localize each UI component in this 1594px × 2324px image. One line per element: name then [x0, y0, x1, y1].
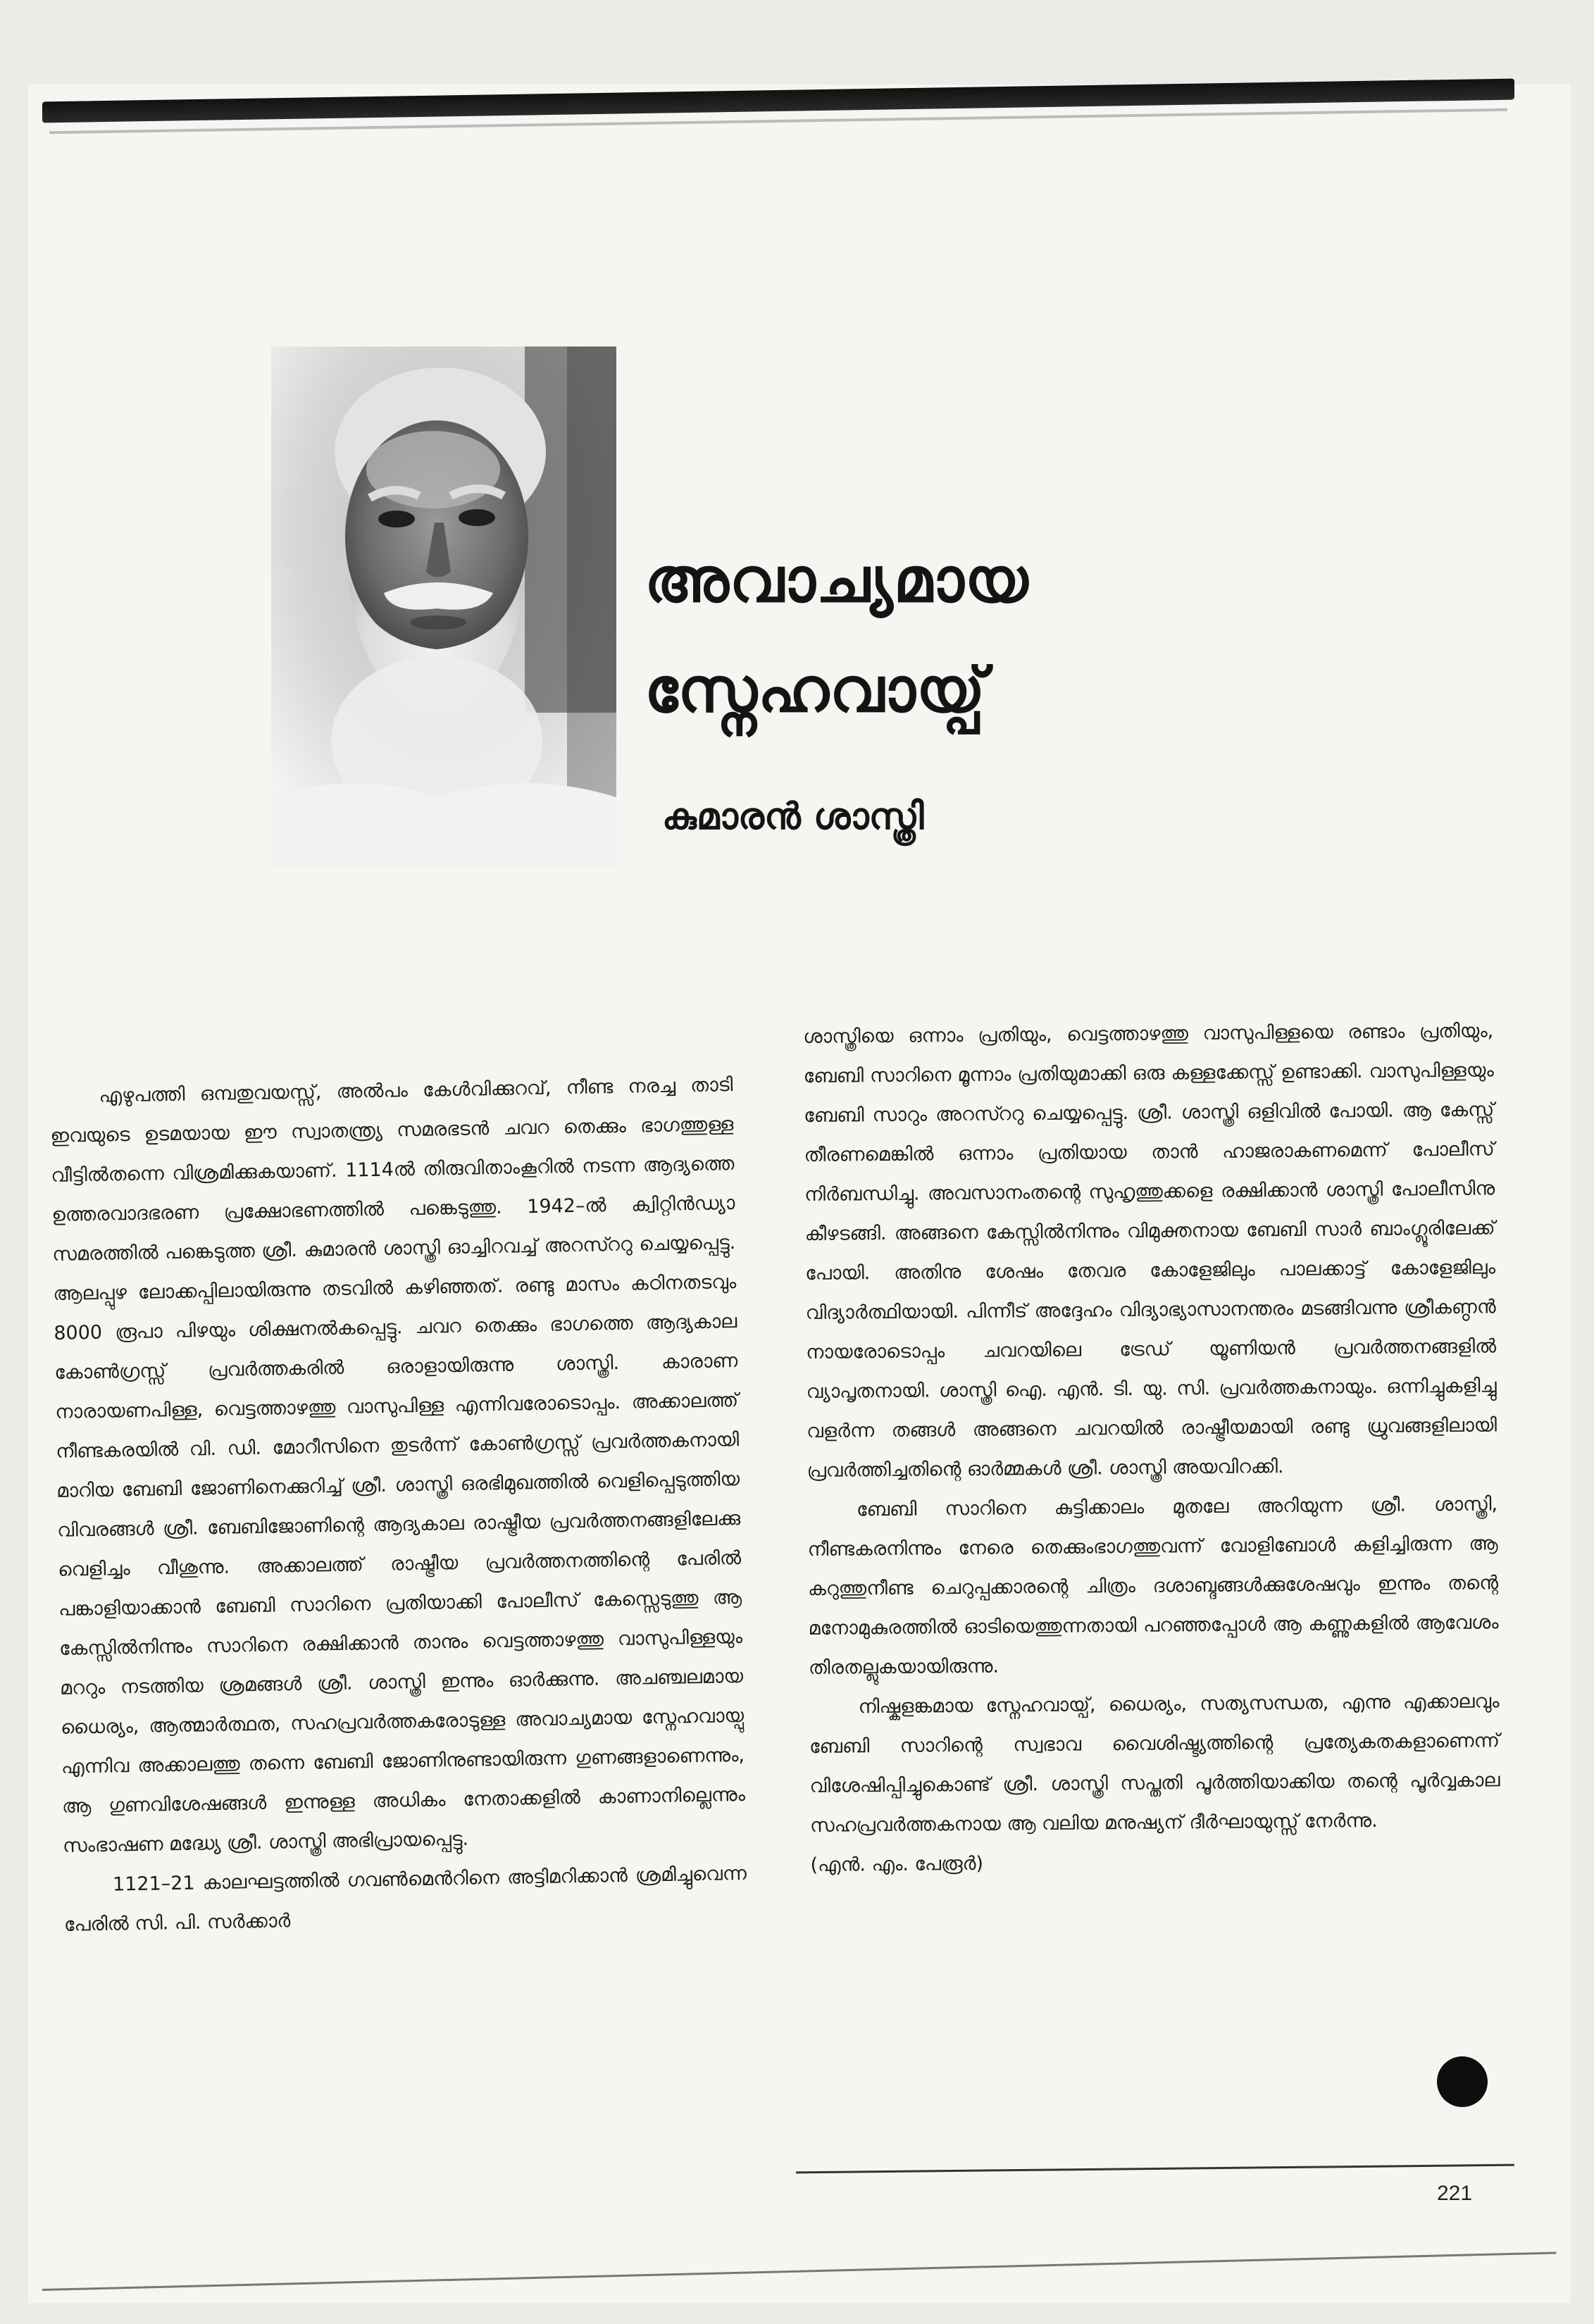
article-title-line-1: അവാച്യമായ — [645, 544, 1029, 616]
article-title-line-2: സ്നേഹവായ്പ് — [645, 654, 986, 726]
page-number: 221 — [1437, 2182, 1473, 2205]
right-paragraph-1: ശാസ്ത്രിയെ ഒന്നാം പ്രതിയും, വെട്ടത്താഴത്തു വാസുപിള്ളയെ രണ്ടാം പ്രതിയും, ബേബി സാറിനെ മൂന്നാം പ്രതിയുമാക്കി ഒരു കള്ളക്കേസ്സ് ഉണ്ടാക്കി. വാസുപിള്ളയും ബേബി സാറും അറസ്ററു ചെയ്യപ്പെട്ടു. ശ്രീ. ശാസ്ത്രി ഒളിവിൽ പോയി. ആ കേസ്സ് തീരണമെങ്കിൽ ഒന്നാം പ്രതിയായ താൻ ഹാജരാകണമെന്ന് പോലീസ് നിർബന്ധിച്ചു. അവസാനംതന്റെ സുഹൃത്തുക്കളെ രക്ഷിക്കാൻ ശാസ്ത്രി പോലീസിനു കീഴടങ്ങി. അങ്ങനെ കേസ്സിൽനിന്നും വിമുക്തനായ ബേബി സാർ ബാംഗ്ലൂരിലേക്ക് പോയി. അതിനു ശേഷം തേവര കോളേജിലും പാലക്കാട്ട് കോളേജിലും വിദ്യാർത്ഥിയായി. പിന്നീട് അദ്ദേഹം വിദ്യാഭ്യാസാനന്തരം മടങ്ങിവന്നു ശ്രീകണ്ഠൻ നായരോടൊപ്പം ചവറയിലെ ട്രേഡ് യൂണിയൻ പ്രവർത്തനങ്ങളിൽ വ്യാപൃതനായി. ശാസ്ത്രി ഐ. എൻ. ടി. യു. സി. പ്രവർത്തകനായും. ഒന്നിച്ചുകളിച്ചു വളർന്ന തങ്ങൾ അങ്ങനെ ചവറയിൽ രാഷ്ട്രീയമായി രണ്ടു ധ്രുവങ്ങളിലായി പ്രവർത്തിച്ചതിന്റെ ഓർമ്മകൾ ശ്രീ. ശാസ്ത്രി അയവിറക്കി. — [803, 1020, 1498, 1482]
left-paragraph-2: 1121–21 കാലഘട്ടത്തിൽ ഗവൺമെൻറിനെ അട്ടിമറിക്കാൻ ശ്രമിച്ചുവെന്ന പേരിൽ സി. പി. സർക്കാർ — [63, 1862, 747, 1936]
signature-credit: (എൻ. എം. പേരൂർ) — [810, 1852, 984, 1876]
right-paragraph-2: ബേബി സാറിനെ കുട്ടിക്കാലം മുതലേ അറിയുന്ന ശ്രീ. ശാസ്ത്രി, നീണ്ടകരനിന്നും നേരെ തെക്കുംഭാഗത്തുവന്ന് വോളിബോൾ കളിച്ചിരുന്ന ആ കറുത്തുനീണ്ട ചെറുപ്പക്കാരന്റെ ചിത്രം ദശാബ്ദങ്ങൾക്കുശേഷവും ഇന്നും തന്റെ മനോമുകുരത്തിൽ ഓടിയെത്തുന്നതായി പറഞ്ഞപ്പോൾ ആ കണ്ണുകളിൽ ആവേശം തിരതല്ലുകയായിരുന്നു. — [807, 1493, 1499, 1679]
article-author: കുമാരൻ ശാസ്ത്രി — [662, 796, 924, 838]
author-portrait — [271, 346, 616, 868]
portrait-photo-icon — [271, 346, 616, 868]
end-of-article-dot-icon — [1437, 2056, 1488, 2107]
right-paragraph-3: നിഷ്കളങ്കമായ സ്നേഹവായ്പ്, ധൈര്യം, സത്യസന്ധത, എന്നു എക്കാലവും ബേബി സാറിന്റെ സ്വഭാവ വൈശിഷ്ട്യത്തിന്റെ പ്രത്യേകതകളാണെന്ന് വിശേഷിപ്പിച്ചുകൊണ്ട് ശ്രീ. ശാസ്ത്രി സപ്തതി പൂർത്തിയാക്കിയ തന്റെ പൂർവ്വകാല സഹപ്രവർത്തകനായ ആ വലിയ മനുഷ്യന് ദീർഘായുസ്സ് നേർന്നു. — [809, 1690, 1500, 1837]
left-column — [49, 1066, 747, 1945]
right-column — [803, 1011, 1501, 1885]
left-paragraph-1: എഴുപത്തി ഒമ്പതുവയസ്സ്, അൽപം കേൾവിക്കുറവ്, നീണ്ട നരച്ച താടി ഇവയുടെ ഉടമയായ ഈ സ്വാതന്ത്ര്യ സമരഭടൻ ചവറ തെക്കും ഭാഗത്തുള്ള വീട്ടിൽതന്നെ വിശ്രമിക്കുകയാണ്. 1114ൽ തിരുവിതാംകൂറിൽ നടന്ന ആദ്യത്തെ ഉത്തരവാദഭരണ പ്രക്ഷോഭണത്തിൽ പങ്കെടുത്തു. 1942–ൽ ക്വിറ്റിൻഡ്യാ സമരത്തിൽ പങ്കെടുത്ത ശ്രീ. കുമാരൻ ശാസ്ത്രി ഓച്ചിറവച്ച് അറസ്ററു ചെയ്യപ്പെട്ടു. ആലപ്പുഴ ലോക്കപ്പിലായിരുന്നു തടവിൽ കഴിഞ്ഞത്. രണ്ടു മാസം കഠിനതടവും 8000 രൂപാ പിഴയും ശിക്ഷനൽകപ്പെട്ടു. ചവറ തെക്കും ഭാഗത്തെ ആദ്യകാല കോൺഗ്രസ്സ് പ്രവർത്തകരിൽ ഒരാളായിരുന്നു ശാസ്ത്രി. കാരാണ നാരായണപിള്ള, വെട്ടത്താഴത്തു വാസുപിള്ള എന്നിവരോടൊപ്പം. അക്കാലത്ത് നീണ്ടകരയിൽ വി. ഡി. മോറീസിനെ തുടർന്ന് കോൺഗ്രസ്സ് പ്രവർത്തകനായി മാറിയ ബേബി ജോണിനെക്കുറിച്ച് ശ്രീ. ശാസ്ത്രി ഒരഭിമുഖത്തിൽ വെളിപ്പെടുത്തിയ വിവരങ്ങൾ ശ്രീ. ബേബിജോണിന്റെ ആദ്യകാല രാഷ്ട്രീയ പ്രവർത്തനങ്ങളിലേക്കു വെളിച്ചം വീശുന്നു. അക്കാലത്ത് രാഷ്ട്രീയ പ്രവർത്തനത്തിന്റെ പേരിൽ പങ്കാളിയാക്കാൻ ബേബി സാറിനെ പ്രതിയാക്കി പോലീസ് കേസ്സെടുത്തു ആ കേസ്സിൽനിന്നും സാറിനെ രക്ഷിക്കാൻ താനും വെട്ടത്താഴത്തു വാസുപിള്ളയും മററും നടത്തിയ ശ്രമങ്ങൾ ശ്രീ. ശാസ്ത്രി ഇന്നും ഓർക്കുന്നു. അചഞ്ചലമായ ധൈര്യം, ആത്മാർത്ഥത, സഹപ്രവർത്തകരോടുള്ള അവാച്യമായ സ്നേഹവായ്പു എന്നിവ അക്കാലത്തു തന്നെ ബേബി ജോണിനുണ്ടായിരുന്ന ഗുണങ്ങളാണെന്നും, ആ ഗുണവിശേഷങ്ങൾ ഇന്നുള്ള അധികം നേതാക്കളിൽ കാണാനില്ലെന്നും സംഭാഷണ മദ്ധ്യേ ശ്രീ. ശാസ്ത്രി അഭിപ്രായപ്പെട്ടു. — [50, 1074, 746, 1857]
